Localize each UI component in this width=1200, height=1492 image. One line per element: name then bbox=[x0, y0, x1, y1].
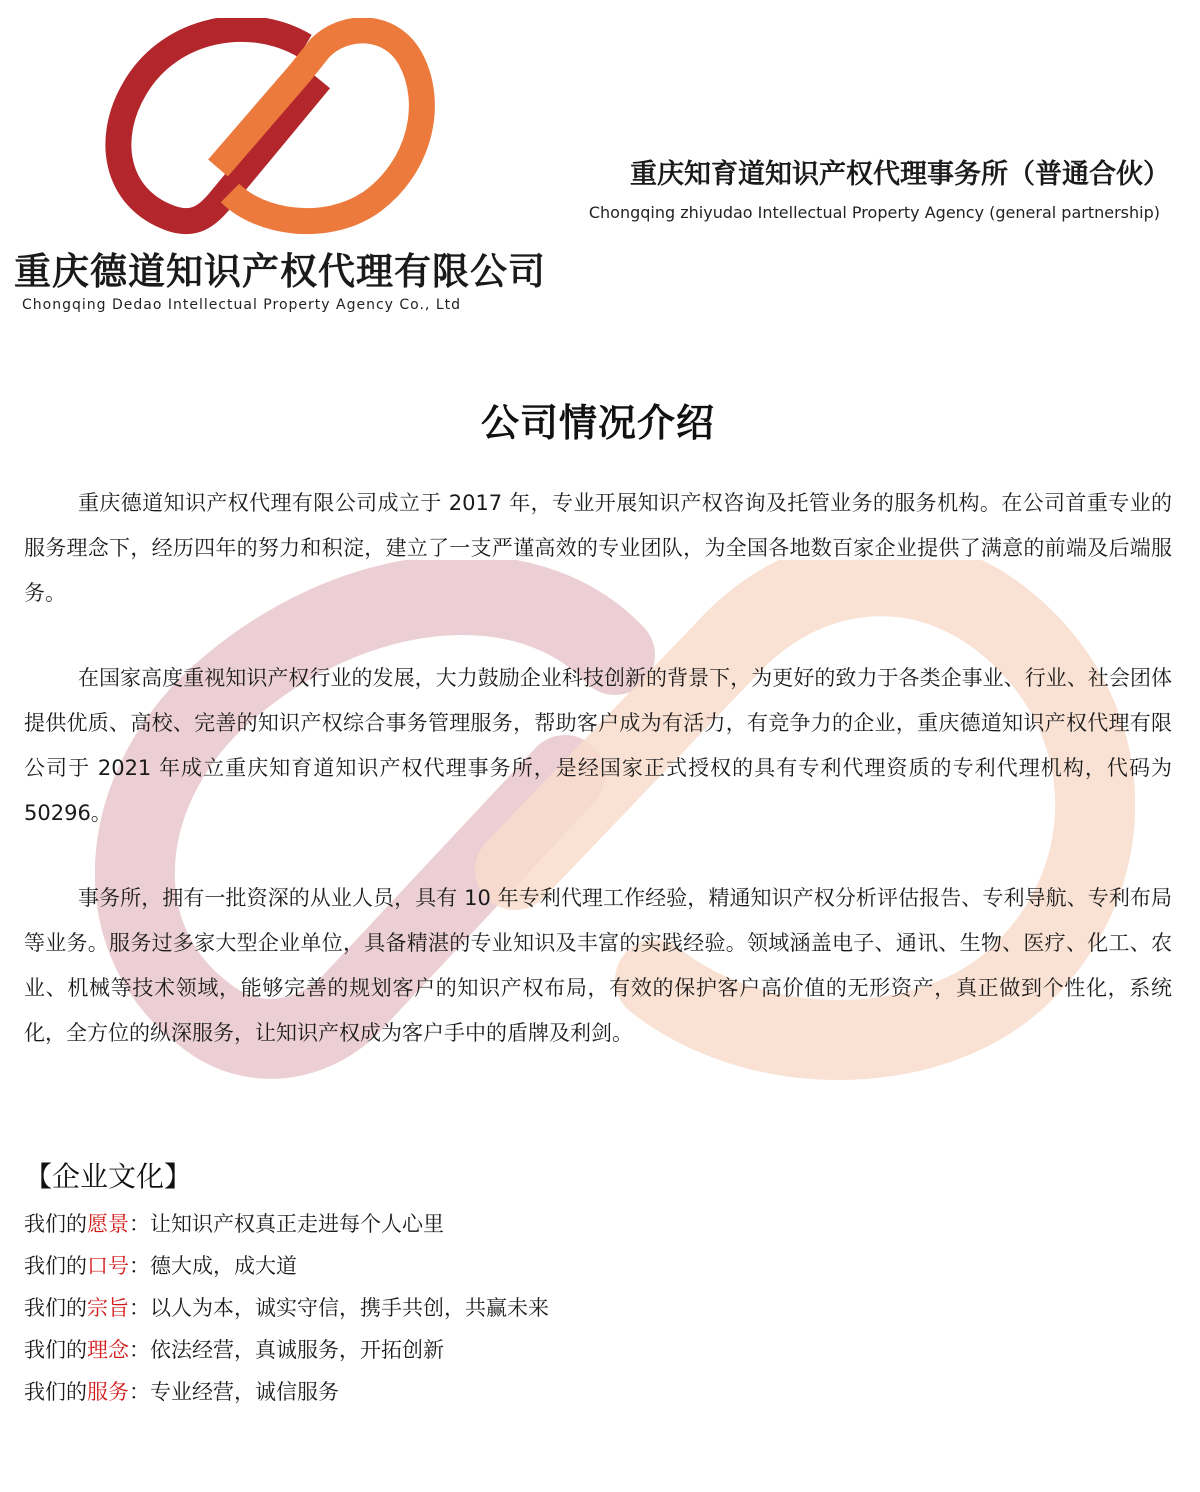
intro-paragraph-1: 重庆德道知识产权代理有限公司成立于 2017 年，专业开展知识产权咨询及托管业务的服务机构。在公司首重专业的服务理念下，经历四年的努力和积淀，建立了一支严谨高效的专业团队，为全国各地数百家企业提供了满意的前端及后端服务。 bbox=[24, 491, 1172, 605]
agency-name-cn: 重庆知育道知识产权代理事务所（普通合伙） bbox=[630, 159, 1170, 190]
culture-separator: ： bbox=[129, 1254, 150, 1278]
culture-prefix: 我们的 bbox=[24, 1338, 87, 1362]
culture-keyword: 愿景 bbox=[87, 1212, 129, 1236]
intro-paragraph-2: 在国家高度重视知识产权行业的发展，大力鼓励企业科技创新的背景下，为更好的致力于各类企事业、行业、社会团体提供优质、高校、完善的知识产权综合事务管理服务，帮助客户成为有活力，有竞争力的企业，重庆德道知识产权代理有限公司于 2021 年成立重庆知育道知识产权代理事务所，是经国家正式授权的具有专利代理资质的专利代理机构，代码为 50296。 bbox=[24, 666, 1172, 825]
culture-keyword: 理念 bbox=[87, 1338, 129, 1362]
culture-text: 依法经营，真诚服务，开拓创新 bbox=[150, 1338, 444, 1362]
culture-item-slogan bbox=[24, 1245, 549, 1287]
culture-text: 专业经营，诚信服务 bbox=[150, 1380, 339, 1404]
culture-text: 德大成，成大道 bbox=[150, 1254, 297, 1278]
company-logo-icon bbox=[100, 18, 440, 248]
culture-text: 让知识产权真正走进每个人心里 bbox=[150, 1212, 444, 1236]
culture-prefix: 我们的 bbox=[24, 1212, 87, 1236]
culture-keyword: 宗旨 bbox=[87, 1296, 129, 1320]
culture-prefix: 我们的 bbox=[24, 1380, 87, 1404]
culture-prefix: 我们的 bbox=[24, 1296, 87, 1320]
culture-title: 【企业文化】 bbox=[24, 1160, 193, 1193]
culture-separator: ： bbox=[129, 1212, 150, 1236]
intro-paragraph-3: 事务所，拥有一批资深的从业人员，具有 10 年专利代理工作经验，精通知识产权分析评估报告、专利导航、专利布局等业务。服务过多家大型企业单位，具备精湛的专业知识及丰富的实践经验。领域涵盖电子、通讯、生物、医疗、化工、农业、机械等技术领域，能够完善的规划客户的知识产权布局，有效的保护客户高价值的无形资产，真正做到个性化，系统化，全方位的纵深服务，让知识产权成为客户手中的盾牌及利剑。 bbox=[24, 886, 1172, 1045]
culture-item-vision bbox=[24, 1203, 549, 1245]
culture-list bbox=[24, 1203, 549, 1413]
company-name-en: Chongqing Dedao Intellectual Property Agency Co., Ltd bbox=[22, 297, 462, 313]
culture-keyword: 口号 bbox=[87, 1254, 129, 1278]
culture-item-philosophy bbox=[24, 1329, 549, 1371]
agency-name-en: Chongqing zhiyudao Intellectual Property Agency (general partnership) bbox=[588, 203, 1160, 222]
culture-separator: ： bbox=[129, 1338, 150, 1362]
culture-separator: ： bbox=[129, 1296, 150, 1320]
company-name-cn: 重庆德道知识产权代理有限公司 bbox=[14, 250, 546, 293]
culture-item-service bbox=[24, 1371, 549, 1413]
culture-text: 以人为本，诚实守信，携手共创，共赢未来 bbox=[150, 1296, 549, 1320]
culture-keyword: 服务 bbox=[87, 1380, 129, 1404]
culture-prefix: 我们的 bbox=[24, 1254, 87, 1278]
culture-item-purpose bbox=[24, 1287, 549, 1329]
section-title: 公司情况介绍 bbox=[480, 401, 715, 445]
culture-separator: ： bbox=[129, 1380, 150, 1404]
